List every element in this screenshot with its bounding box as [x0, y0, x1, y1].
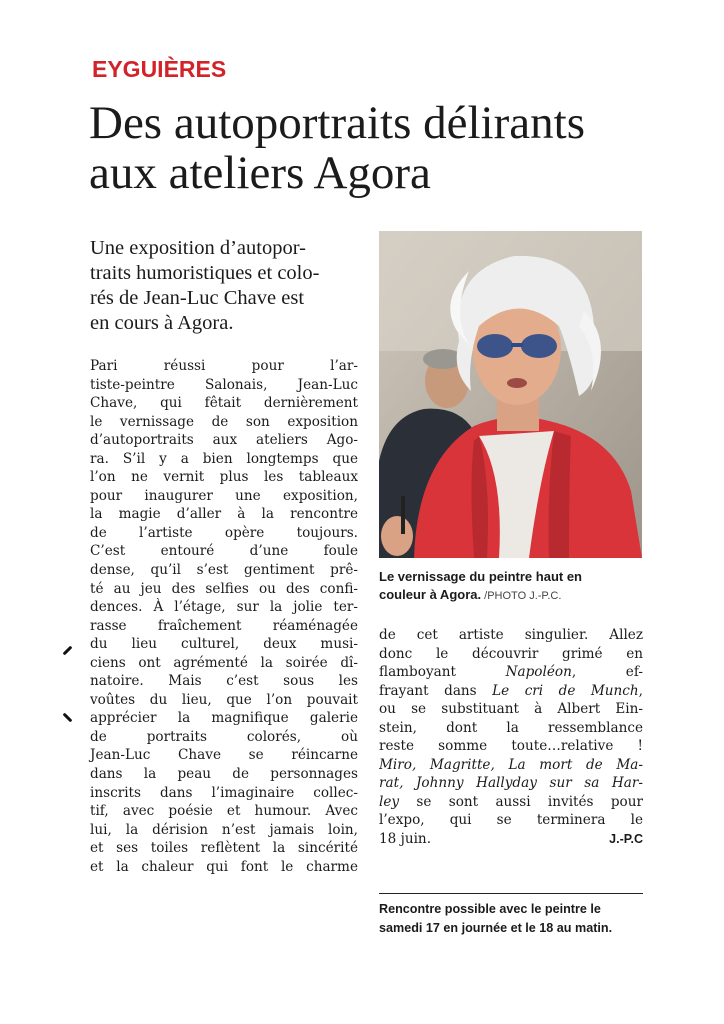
lead-line: rés de Jean-Luc Chave est	[90, 287, 305, 309]
note-line: Rencontre possible avec le peintre le	[379, 902, 601, 916]
body-line: apprécier la magnifique galerie	[90, 710, 358, 727]
body-line: dense, qu’il s’est gentiment prê-	[90, 562, 358, 579]
body-line: tif, avec poésie et humour. Avec	[90, 803, 358, 820]
body-line: la magie d’aller à la rencontre	[90, 506, 358, 523]
body-line: inscrits dans l’imaginaire collec-	[90, 784, 358, 801]
body-line: Miro, Magritte, La mort de Ma-	[379, 756, 643, 773]
note-line: samedi 17 en journée et le 18 au matin.	[379, 921, 613, 935]
body-line: tiste-peintre Salonais, Jean-Luc	[90, 376, 358, 393]
body-line: lui, la dérision n’est jamais loin,	[90, 821, 358, 838]
lead-line: traits humoristiques et colo-	[90, 262, 320, 284]
portrait-illustration	[379, 231, 642, 558]
kicker: EYGUIÈRES	[92, 56, 227, 82]
body-line: frayant dans Le cri de Munch,	[379, 682, 643, 699]
body-line: l’expo, qui se terminera le	[379, 812, 643, 829]
body-line: ciens ont agrémenté la soirée dî-	[90, 654, 358, 671]
author-signature: J.-P.C	[609, 832, 643, 847]
body-line: d’autoportraits aux ateliers Ago-	[90, 432, 358, 449]
body-line: donc le découvrir grimé en	[379, 645, 643, 662]
body-line: Jean-Luc Chave se réincarne	[90, 747, 358, 764]
body-line: ra. S’il y a bien longtemps que	[90, 450, 358, 467]
caption-line: Le vernissage du peintre haut en	[379, 569, 582, 584]
info-note	[379, 900, 643, 938]
headline-line: Des autoportraits délirants	[89, 97, 585, 149]
body-line: l’on ne vernit plus les tableaux	[90, 469, 358, 486]
caption-text: couleur à Agora.	[379, 587, 482, 602]
caption-line	[379, 586, 643, 605]
body-line: ley se sont aussi invités pour	[379, 793, 643, 810]
body-line: Chave, qui fêtait dernièrement	[90, 395, 358, 412]
body-line: rasse fraîchement réaménagée	[90, 617, 358, 634]
separator-rule	[379, 893, 643, 894]
margin-mark	[63, 713, 73, 723]
body-column-left	[90, 357, 358, 876]
body-line: Pari réussi pour l’ar-	[90, 358, 358, 374]
body-line: reste somme toute…relative !	[379, 738, 643, 755]
lead-line: Une exposition d’autopor-	[90, 237, 306, 259]
body-line: ou se substituant à Albert Ein-	[379, 701, 643, 718]
headline-line: aux ateliers Agora	[89, 147, 431, 199]
body-line: dences. À l’étage, sur la jolie ter-	[90, 599, 358, 616]
body-line: de portraits colorés, où	[90, 728, 358, 745]
body-line: 18 juin.	[379, 831, 432, 848]
body-line: dans la peau de personnages	[90, 766, 358, 783]
body-line: et la chaleur qui font le charme	[90, 858, 358, 875]
body-line: rat, Johnny Hallyday sur sa Har-	[379, 775, 643, 792]
photo-caption	[379, 568, 643, 605]
body-line-final	[379, 830, 643, 849]
margin-mark	[63, 646, 73, 656]
body-line: té au jeu des selfies ou des confi-	[90, 580, 358, 597]
lead-line: en cours à Agora.	[90, 312, 234, 334]
body-line: voûtes du lieu, que l’on pouvait	[90, 691, 358, 708]
body-line: stein, dont la ressemblance	[379, 719, 643, 736]
body-line: flamboyant Napoléon, ef-	[379, 664, 643, 681]
photo	[379, 231, 642, 558]
lead-paragraph	[90, 236, 372, 336]
headline	[89, 98, 689, 198]
body-line: de l’artiste opère toujours.	[90, 524, 358, 541]
body-line: le vernissage de son exposition	[90, 413, 358, 430]
body-line: pour inaugurer une exposition,	[90, 487, 358, 504]
body-line: natoire. Mais c’est sous les	[90, 673, 358, 690]
body-line: du lieu culturel, deux musi-	[90, 636, 358, 653]
body-line: et ses toiles reflètent la sincérité	[90, 840, 358, 857]
body-line: de cet artiste singulier. Allez	[379, 627, 643, 643]
body-column-right	[379, 626, 643, 849]
body-line: C’est entouré d’une foule	[90, 543, 358, 560]
photo-credit: /PHOTO J.-P.C.	[481, 590, 562, 602]
